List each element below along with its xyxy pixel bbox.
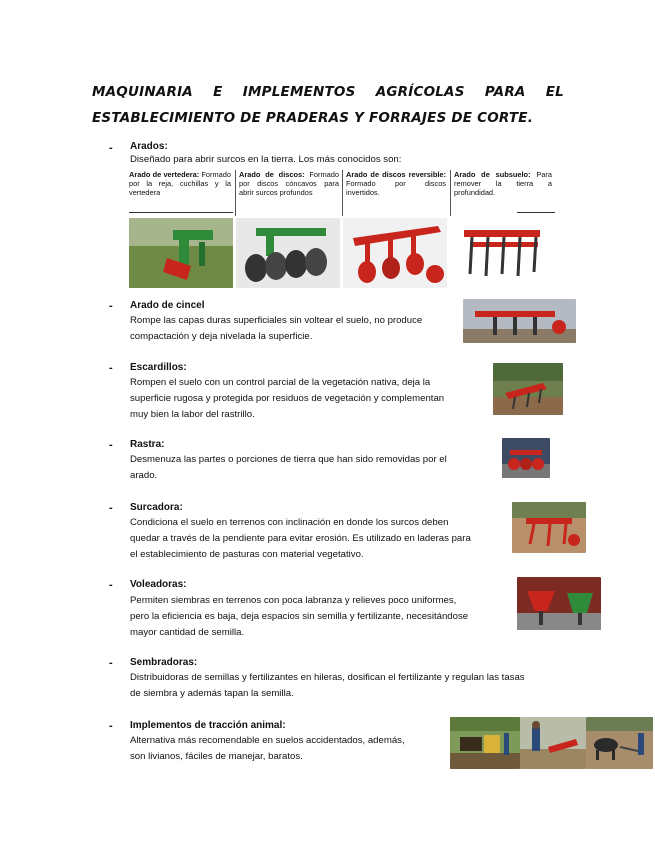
document-title-line-2: ESTABLECIMIENTO DE PRADERAS Y FORRAJES DE CORTE. <box>92 110 534 126</box>
animal-traction-photo-1 <box>450 717 520 769</box>
bullet-dash: - <box>109 657 113 669</box>
section-heading-traccion-animal: Implementos de tracción animal: <box>130 720 286 731</box>
animal-traction-photo-3 <box>586 717 653 769</box>
cell-title: Arado de discos reversible: <box>346 170 446 179</box>
cell-title: Arado de subsuelo: <box>454 170 531 179</box>
text-line: Alternativa más recomendable en suelos accidentados, además, <box>130 735 405 746</box>
text-line: Distribuidoras de semillas y fertilizantes en hileras, dosifican el fertilizante y regulan las tasas <box>130 672 525 683</box>
cell-title: Arado de discos: <box>239 170 305 179</box>
bullet-dash: - <box>109 300 113 312</box>
text-line: son livianos, fáciles de manejar, baratos. <box>130 751 303 762</box>
cell-desc: Formado por discos cóncavos para abrir surcos profundos <box>239 170 339 197</box>
text-line: compactación y deja nivelada la superficie. <box>130 331 313 342</box>
reversible-disc-plow-photo <box>343 218 447 288</box>
bullet-dash: - <box>109 720 113 732</box>
animal-traction-photo-2 <box>520 717 586 769</box>
table-rule <box>129 212 233 213</box>
cell-desc: Formado por discos invertidos. <box>346 179 446 197</box>
text-line: arado. <box>130 470 158 481</box>
disc-plow-photo <box>236 218 340 288</box>
subsoiler-photo <box>450 218 554 288</box>
text-line: mayor cantidad de semilla. <box>130 627 245 638</box>
section-text-arado-de-cincel <box>130 313 460 345</box>
section-text-arados: Diseñado para abrir surcos en la tierra. Los más conocidos son: <box>130 154 402 165</box>
text-line: de siembra y además tapan la semilla. <box>130 688 294 699</box>
table-rule <box>517 212 555 213</box>
text-line: Rompe las capas duras superficiales sin voltear el suelo, no produce <box>130 315 423 326</box>
document-title-line-1 <box>92 84 564 100</box>
section-text-sembradoras <box>130 670 570 702</box>
text-line: Rompen el suelo con un control parcial de la vegetación nativa, deja la <box>130 377 431 388</box>
text-line: Desmenuza las partes o porciones de tierra que han sido removidas por el <box>130 454 447 465</box>
section-text-surcadora <box>130 515 503 563</box>
moldboard-plow-photo <box>129 218 233 288</box>
title-word: EL <box>545 84 564 100</box>
title-word: MAQUINARIA <box>92 84 193 100</box>
plow-types-table <box>129 170 569 289</box>
table-divider <box>450 170 451 216</box>
text-line: superficie rugosa y protegida por residuos de vegetación y complementan <box>130 393 445 404</box>
table-cell-disc <box>239 170 339 216</box>
table-divider <box>235 170 236 216</box>
broadcast-spreader-photo <box>517 577 601 630</box>
title-word: E <box>213 84 223 100</box>
chisel-plow-photo <box>463 299 576 343</box>
section-heading-escardillos: Escardillos: <box>130 362 187 373</box>
section-text-rastra <box>130 452 493 484</box>
furrower-photo <box>512 502 586 553</box>
section-text-traccion-animal <box>130 733 440 765</box>
table-cell-subsoiler <box>454 170 552 216</box>
text-line: quedar a través de la pendiente para evitar erosión. Es utilizado en laderas para <box>130 533 471 544</box>
bullet-dash: - <box>109 579 113 591</box>
table-divider <box>342 170 343 216</box>
harrow-field-photo <box>493 363 563 415</box>
title-word: PARA <box>484 84 526 100</box>
bullet-dash: - <box>109 439 113 451</box>
section-text-voleadoras <box>130 593 510 641</box>
cell-title: Arado de vertedera: <box>129 170 200 179</box>
section-heading-arado-de-cincel: Arado de cincel <box>130 300 205 311</box>
text-line: pero la eficiencia es baja, deja espacios sin semilla y fertilizante, necesitándose <box>130 611 469 622</box>
bullet-dash: - <box>109 502 113 514</box>
title-word: IMPLEMENTOS <box>242 84 356 100</box>
table-cell-moldboard <box>129 170 231 216</box>
text-line: Permiten siembras en terrenos con poca labranza y relieves poco uniformes, <box>130 595 457 606</box>
text-line: Condiciona el suelo en terrenos con inclinación en donde los surcos deben <box>130 517 449 528</box>
table-cell-reversible <box>346 170 446 216</box>
section-heading-sembradoras: Sembradoras: <box>130 657 198 668</box>
text-line: el establecimiento de pasturas con material vegetativo. <box>130 549 364 560</box>
title-word: AGRÍCOLAS <box>375 84 465 100</box>
bullet-dash: - <box>109 142 113 154</box>
bullet-dash: - <box>109 362 113 374</box>
text-line: muy bien la labor del rastrillo. <box>130 409 255 420</box>
section-heading-voleadoras: Voleadoras: <box>130 579 187 590</box>
section-heading-surcadora: Surcadora: <box>130 502 183 513</box>
disc-harrow-photo <box>502 438 550 478</box>
section-heading-arados: Arados: <box>130 141 168 152</box>
cell-desc: Formado por la reja, cuchillas y la vertedera <box>129 170 231 197</box>
cell-desc: Para remover la tierra a profundidad. <box>454 170 552 197</box>
section-heading-rastra: Rastra: <box>130 439 165 450</box>
section-text-escardillos <box>130 375 486 423</box>
